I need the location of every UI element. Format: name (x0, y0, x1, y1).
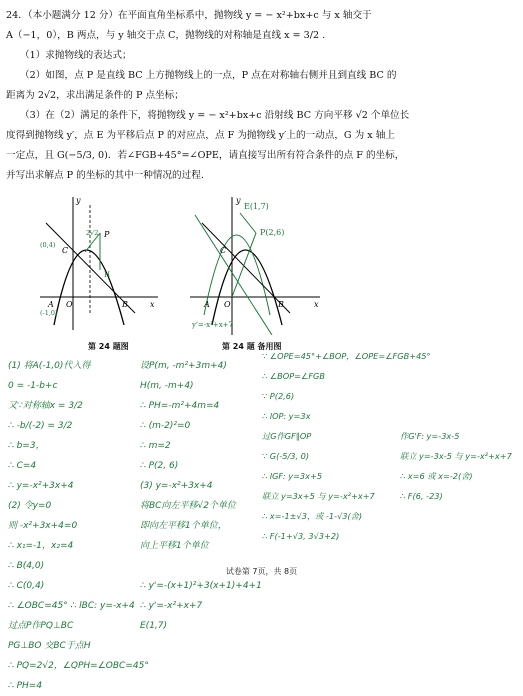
hw-line: ∴ B(4,0) (8, 561, 45, 571)
hw-line: ∴ PH=4 (8, 681, 43, 691)
page-footer: 试卷第 7页，共 8页 (225, 567, 298, 576)
problem-line: 24．（本小题满分 12 分）在平面直角坐标系中，抛物线 y = − x²+bx+c 与 x 轴交于 (6, 10, 372, 21)
problem-line: 一定点，且 G(−5/3, 0)．若∠FGB+45°=∠OPE，请直接写出所有符合条件的点 F 的坐标， (6, 150, 405, 161)
hw-line: 将BC向左平移√2个单位 (140, 501, 236, 511)
hw-line: (3) y=-x²+3x+4 (140, 481, 213, 491)
hw-line: PG⊥BO 交BC于点H (8, 641, 91, 651)
problem-line: 并写出求解点 P 的坐标的其中一种情况的过程. (6, 170, 204, 181)
label-c: C (62, 246, 69, 255)
shifted-parabola-curve (204, 235, 270, 315)
hw-line: ∴ PQ=2√2，∠QPH=∠OBC=45° (8, 661, 149, 671)
hw-line: 0 = -1-b+c (8, 381, 58, 391)
figure-main-svg (40, 195, 160, 330)
problem-line: 度得到抛物线 y′，点 E 为平移后点 P 的对应点，点 F 为抛物线 y′上的一动点，G 为 x 轴上 (6, 130, 395, 141)
hw-line: ∵ ∠OPE=45°+∠BOP，∠OPE=∠FGB+45° (262, 351, 431, 361)
hw-line: H(m, -m+4) (140, 381, 194, 391)
solution-col-1 (8, 356, 149, 696)
figure-main (40, 195, 160, 330)
label-a-coord: (-1,0) (40, 309, 58, 317)
label-b: B (122, 300, 128, 309)
label-a: A (204, 300, 210, 309)
label-p: P (104, 230, 110, 239)
hw-line: ∴ y'=-x²+x+7 (140, 601, 203, 611)
hw-line: ∴ C=4 (8, 461, 37, 471)
hw-line: ∴ x=6 或 x=-2(舍) (400, 471, 473, 481)
label-a: A (48, 300, 54, 309)
hw-line: 过点P作PQ⊥BC (8, 621, 74, 631)
label-pm: 2√2 (86, 229, 99, 237)
label-c-coord: (0,4) (40, 241, 56, 249)
problem-line: （3）在（2）满足的条件下，将抛物线 y = − x²+bx+c 沿射线 BC 方向平移 √2 个单位长 (20, 110, 410, 121)
figure-backup (190, 195, 330, 335)
hw-line: ∴ -b/(-2) = 3/2 (8, 421, 73, 431)
problem-line: A（−1，0），B 两点，与 y 轴交于点 C，抛物线的对称轴是直线 x = 3/2 . (6, 30, 326, 41)
segment-op (232, 233, 256, 297)
hw-line: (1) 将A(-1,0)代入得 (8, 361, 91, 371)
hw-line: 则 -x²+3x+4=0 (8, 521, 78, 531)
hw-line: ∴ F(-1+√3, 3√3+2) (262, 531, 340, 541)
hw-line: ∴ m=2 (140, 441, 171, 451)
hw-line: 联立 y=-3x-5 与 y=-x²+x+7 (400, 451, 512, 461)
label-b: B (278, 300, 284, 309)
label-yprime: y'=-x²+x+7 (192, 321, 233, 329)
problem-line: （2）如图，点 P 是直线 BC 上方抛物线上的一点，P 点在对称轴右侧并且到直线 BC 的 (20, 70, 397, 81)
hw-line: 联立 y=3x+5 与 y=-x²+x+7 (262, 491, 375, 501)
hw-line: ∴ x₁=-1，x₂=4 (8, 541, 74, 551)
hw-line: ∵ G(-5/3, 0) (262, 451, 310, 461)
solution-col-4 (400, 426, 512, 506)
hw-line: ∴ C(0,4) (8, 581, 45, 591)
problem-statement (6, 6, 518, 186)
label-p: P(2,6) (260, 228, 285, 237)
figure-main-caption: 第 24 题图 (88, 342, 129, 351)
hw-line: 向上平移1个单位 (140, 541, 209, 551)
label-y: y (76, 196, 81, 205)
solution-col-2 (140, 356, 262, 636)
hw-line: ∴ y=-x²+3x+4 (8, 481, 74, 491)
hw-line: ∴ (m-2)²=0 (140, 421, 191, 431)
hw-line: ∴ ∠BOP=∠FGB (262, 371, 326, 381)
hw-line: 过G作GF∥OP (262, 431, 312, 441)
figure-backup-svg (190, 195, 330, 335)
label-o: O (66, 300, 73, 309)
label-h: H (104, 271, 111, 279)
hw-line: ∴ PH=-m²+4m=4 (140, 401, 220, 411)
label-e: E(1,7) (244, 202, 269, 211)
label-x: x (314, 300, 319, 309)
problem-line: 距离为 2√2，求出满足条件的 P 点坐标； (6, 90, 184, 101)
label-c: C (220, 246, 227, 255)
hw-line: ∴ F(6, -23) (400, 491, 443, 501)
hw-line: ∴ P(2, 6) (140, 461, 179, 471)
segment-pe (240, 213, 256, 233)
figure-backup-caption: 第 24 题 备用图 (222, 342, 282, 351)
problem-line: （1）求抛物线的表达式； (20, 50, 132, 61)
parabola-curve (212, 250, 282, 325)
hw-line: ∴ b=3， (8, 441, 45, 451)
hw-line: 又∵对称轴x = 3/2 (8, 401, 83, 411)
hw-line: 作G'F: y=-3x-5 (400, 431, 460, 441)
hw-line: 设P(m, -m²+3m+4) (140, 361, 227, 371)
hw-line: E(1,7) (140, 621, 168, 631)
hw-line: ∴ ∠OBC=45° ∴ lBC: y=-x+4 (8, 601, 135, 611)
hw-line: ∴ lOP: y=3x (262, 411, 311, 421)
label-y: y (236, 196, 241, 205)
hw-line: (2) 令y=0 (8, 501, 52, 511)
hw-line: ∵ P(2,6) (262, 391, 295, 401)
parabola-curve (54, 250, 124, 325)
hw-line: 即向左平移1个单位， (140, 521, 227, 531)
hw-line: ∴ x=-1±√3，或 -1-√3(舍) (262, 511, 363, 521)
hw-line: ∴ y'=-(x+1)²+3(x+1)+4+1 (140, 581, 262, 591)
hw-line: ∴ lGF: y=3x+5 (262, 471, 323, 481)
label-x: x (150, 300, 155, 309)
label-o: O (224, 300, 231, 309)
